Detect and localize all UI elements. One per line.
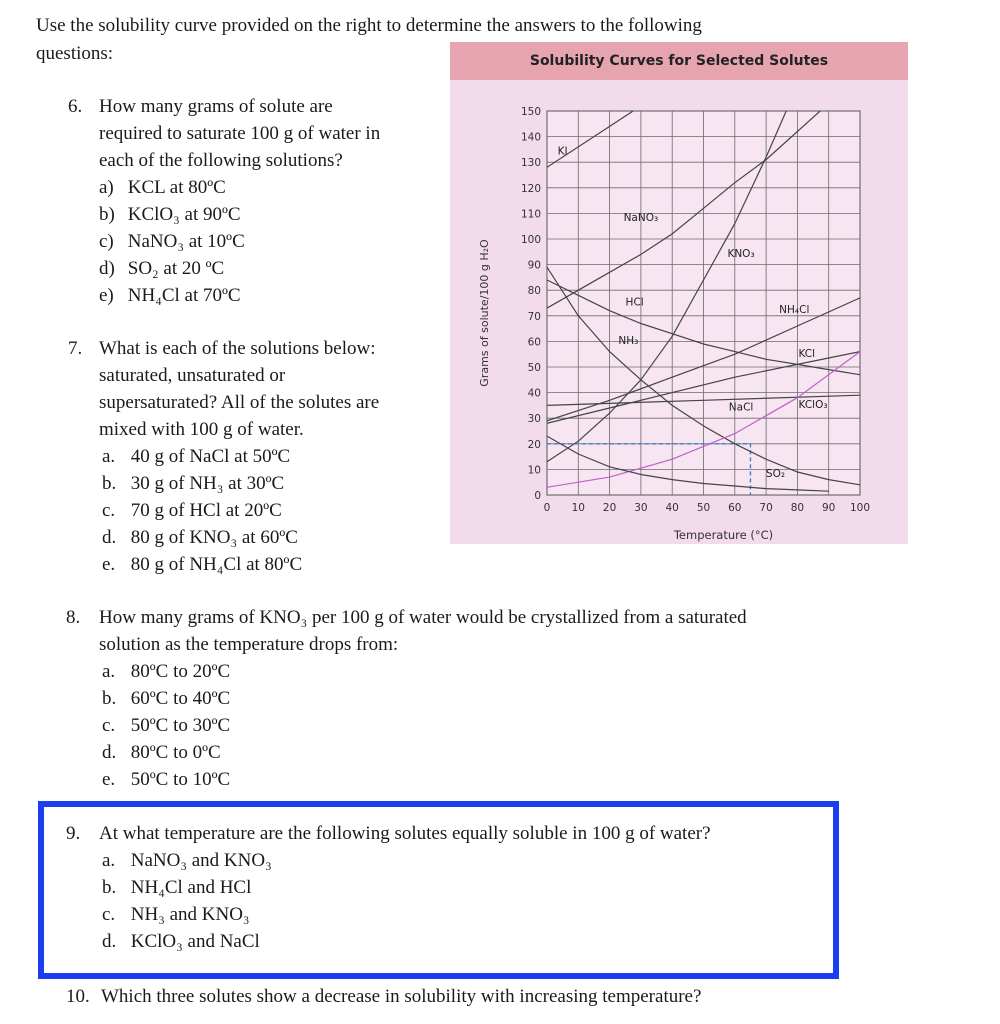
- item-text: 40 g of NaCl at 50ºC: [130, 446, 291, 467]
- chart-plot: [450, 42, 908, 544]
- y-tick-label: 40: [527, 387, 541, 400]
- item-label: d): [99, 258, 115, 279]
- item-text: KCL at 80ºC: [127, 177, 226, 198]
- question-9-number: 9.: [66, 823, 81, 844]
- y-tick-label: 20: [527, 438, 541, 451]
- question-6-item-d: [99, 255, 224, 282]
- y-tick-label: 140: [520, 131, 541, 144]
- series-label-hcl: HCl: [625, 296, 644, 309]
- y-tick-label: 90: [527, 259, 541, 272]
- solubility-chart: [450, 42, 908, 544]
- item-text: NaNO₃ at 10ºC: [127, 231, 245, 252]
- y-tick-label: 150: [520, 106, 541, 118]
- item-label: b.: [102, 877, 117, 898]
- item-label: e.: [102, 554, 116, 575]
- question-10-line-1: Which three solutes show a decrease in solubility with increasing temperature?: [101, 986, 702, 1007]
- x-tick-label: 50: [696, 502, 711, 514]
- x-tick-label: 0: [543, 502, 551, 514]
- y-axis-label: Grams of solute/100 g H₂O: [478, 239, 491, 387]
- y-tick-label: 50: [527, 362, 541, 374]
- intro-line-2: questions:: [36, 43, 114, 64]
- question-8-item-e: [102, 766, 230, 793]
- item-text: 80ºC to 0ºC: [130, 742, 221, 763]
- question-9-item-c: [102, 901, 250, 928]
- item-label: a): [99, 177, 114, 198]
- question-7-line-1: What is each of the solutions below:: [99, 338, 376, 359]
- series-label-nh4cl: NH₄Cl: [779, 304, 810, 317]
- y-tick-label: 30: [527, 413, 541, 426]
- item-label: a.: [102, 850, 116, 871]
- item-label: a.: [102, 661, 116, 682]
- question-8-item-b: [102, 685, 230, 712]
- question-7-item-b: [102, 470, 284, 497]
- item-label: a.: [102, 446, 116, 467]
- x-tick-label: 70: [759, 502, 773, 514]
- item-label: d.: [102, 742, 117, 763]
- question-7-line-2: saturated, unsaturated or: [99, 365, 286, 386]
- question-7-item-c: [102, 497, 282, 524]
- y-tick-label: 10: [527, 464, 541, 477]
- item-text: 30 g of NH₃ at 30ºC: [130, 473, 285, 494]
- item-label: b.: [102, 473, 117, 494]
- question-6-line-2: required to saturate 100 g of water in: [99, 123, 381, 144]
- question-9-item-d: [102, 928, 260, 955]
- x-tick-label: 20: [602, 502, 617, 514]
- chart-title: Solubility Curves for Selected Solutes: [529, 53, 829, 69]
- y-tick-label: 110: [520, 208, 541, 221]
- item-text: SO₂ at 20 ºC: [127, 258, 225, 279]
- question-9-item-a: [102, 847, 272, 874]
- question-6-item-b: [99, 201, 241, 228]
- item-text: KClO₃ and NaCl: [130, 931, 260, 952]
- question-6-line-1: How many grams of solute are: [99, 96, 333, 117]
- series-label-nano3: NaNO₃: [623, 212, 659, 225]
- question-7-item-d: [102, 524, 298, 551]
- x-tick-label: 30: [634, 502, 648, 514]
- question-6-line-3: each of the following solutions?: [99, 150, 343, 171]
- question-7-line-4: mixed with 100 g of water.: [99, 419, 304, 440]
- item-text: NaNO₃ and KNO₃: [130, 850, 272, 871]
- item-label: b): [99, 204, 115, 225]
- item-label: e): [99, 285, 114, 306]
- item-text: 80ºC to 20ºC: [130, 661, 231, 682]
- question-6-item-e: [99, 282, 241, 309]
- x-tick-label: 80: [790, 502, 805, 514]
- question-10-number: 10.: [66, 986, 90, 1007]
- item-label: c): [99, 231, 114, 252]
- item-text: KClO₃ at 90ºC: [127, 204, 241, 225]
- x-tick-label: 60: [728, 502, 742, 514]
- item-label: e.: [102, 769, 116, 790]
- y-tick-label: 70: [527, 310, 541, 323]
- series-label-kcl: KCl: [798, 347, 816, 360]
- question-8-item-d: [102, 739, 221, 766]
- question-8-line-2: solution as the temperature drops from:: [99, 634, 399, 655]
- item-text: NH₄Cl and HCl: [130, 877, 252, 898]
- question-7-item-a: [102, 443, 290, 470]
- item-label: c.: [102, 715, 116, 736]
- item-label: b.: [102, 688, 117, 709]
- series-label-kno3: KNO₃: [727, 247, 755, 260]
- question-7-item-e: [102, 551, 302, 578]
- x-tick-label: 40: [665, 502, 679, 514]
- item-label: c.: [102, 904, 116, 925]
- question-9-item-b: [102, 874, 251, 901]
- y-tick-label: 130: [520, 157, 541, 170]
- question-6-item-a: [99, 174, 226, 201]
- question-9-line-1: At what temperature are the following solutes equally soluble in 100 g of water?: [99, 823, 711, 844]
- x-axis-label: Temperature (°C): [673, 528, 774, 542]
- series-label-nh3: NH₃: [618, 334, 639, 347]
- series-label-ki: KI: [557, 145, 568, 158]
- question-6-number: 6.: [68, 96, 83, 117]
- item-label: c.: [102, 500, 116, 521]
- series-label-kclo3: KClO₃: [798, 398, 828, 411]
- item-text: 50ºC to 30ºC: [130, 715, 231, 736]
- item-text: 60ºC to 40ºC: [130, 688, 231, 709]
- x-tick-label: 100: [849, 502, 871, 514]
- question-7-number: 7.: [68, 338, 83, 359]
- question-8-number: 8.: [66, 607, 81, 628]
- y-tick-label: 0: [534, 490, 541, 502]
- series-label-nacl: NaCl: [728, 401, 754, 414]
- item-text: 70 g of HCl at 20ºC: [130, 500, 282, 521]
- item-label: d.: [102, 527, 117, 548]
- item-text: NH₃ and KNO₃: [130, 904, 250, 925]
- item-label: d.: [102, 931, 117, 952]
- series-label-so2: SO₂: [765, 468, 786, 481]
- x-tick-label: 90: [822, 502, 836, 514]
- item-text: NH₄Cl at 70ºC: [127, 285, 241, 306]
- item-text: 80 g of NH₄Cl at 80ºC: [130, 554, 303, 575]
- question-7-line-3: supersaturated? All of the solutes are: [99, 392, 380, 413]
- question-8-item-c: [102, 712, 230, 739]
- item-text: 50ºC to 10ºC: [130, 769, 231, 790]
- y-tick-label: 80: [527, 285, 541, 298]
- y-tick-label: 60: [527, 336, 541, 349]
- question-6-item-c: [99, 228, 245, 255]
- question-8-line-1: How many grams of KNO₃ per 100 g of water would be crystallized from a saturated: [99, 607, 747, 628]
- intro-line-1: Use the solubility curve provided on the right to determine the answers to the following: [36, 15, 702, 36]
- question-8-item-a: [102, 658, 230, 685]
- y-tick-label: 100: [520, 234, 541, 246]
- y-tick-label: 120: [520, 182, 541, 195]
- x-tick-label: 10: [571, 502, 585, 514]
- item-text: 80 g of KNO₃ at 60ºC: [130, 527, 298, 548]
